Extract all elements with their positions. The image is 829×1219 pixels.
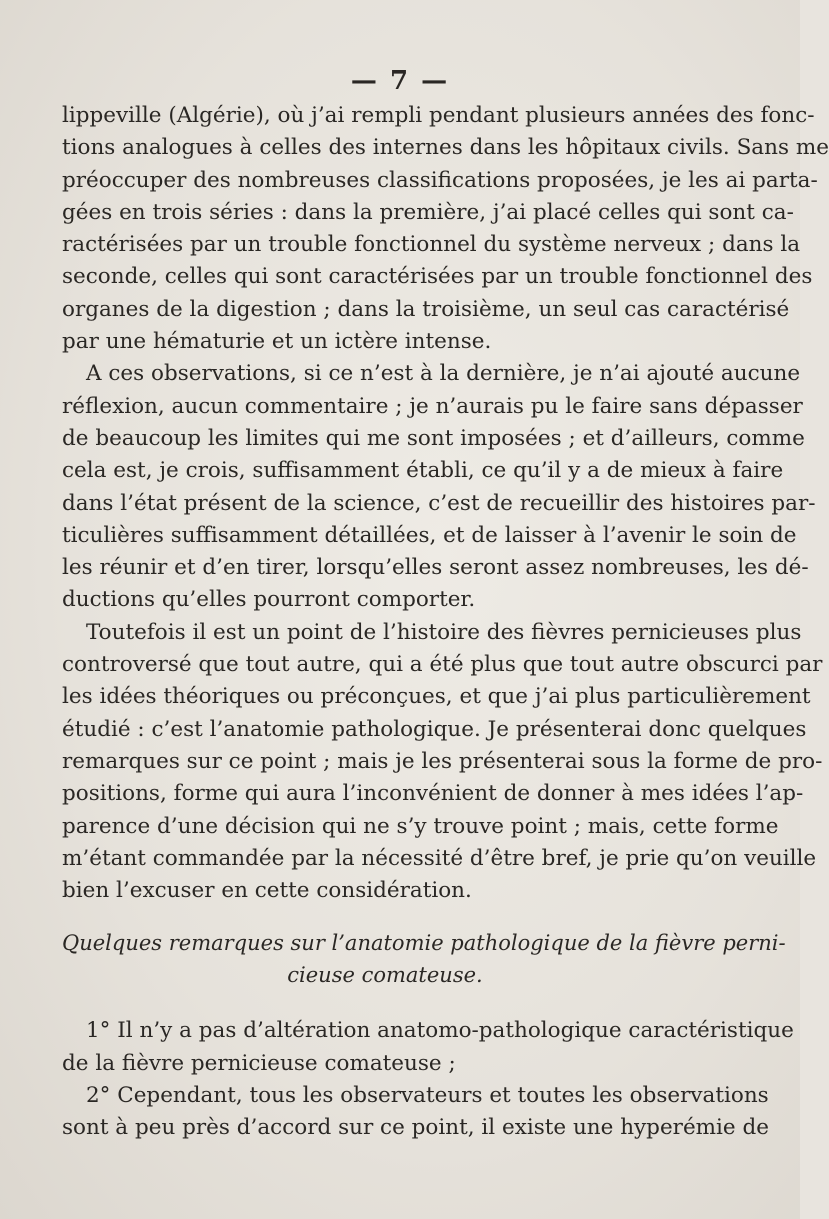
text-line: ticulières suffisamment détaillées, et de laisser à l’avenir le soin de xyxy=(62,522,797,548)
text-line: parence d’une décision qui ne s’y trouve point ; mais, cette forme xyxy=(62,813,779,839)
text-line: A ces observations, si ce n’est à la dernière, je n’ai ajouté aucune xyxy=(86,361,801,387)
text-line: remarques sur ce point ; mais je les présenterai sous la forme de pro- xyxy=(62,748,823,774)
text-line: bien l’excuser en cette considération. xyxy=(62,878,472,904)
section-heading xyxy=(62,927,786,991)
text-line: m’étant commandée par la nécessité d’être bref, je prie qu’on veuille xyxy=(62,845,817,871)
numbered-item-2 xyxy=(62,1080,769,1145)
text-line: gées en trois séries : dans la première, j’ai placé celles qui sont ca- xyxy=(62,199,794,225)
section-heading-line: Quelques remarques sur l’anatomie pathologique de la fièvre perni- xyxy=(62,931,786,956)
text-line: cela est, je crois, suffisamment établi, ce qu’il y a de mieux à faire xyxy=(62,458,784,484)
paragraph-3 xyxy=(62,617,823,908)
text-line: dans l’état présent de la science, c’est de recueillir des histoires par- xyxy=(62,490,816,516)
text-line: ractérisées par un trouble fonctionnel du système nerveux ; dans la xyxy=(62,232,801,258)
text-line: organes de la digestion ; dans la troisième, un seul cas caractérisé xyxy=(62,296,790,322)
text-line: étudié : c’est l’anatomie pathologique. Je présenterai donc quelques xyxy=(62,716,807,742)
text-line: les réunir et d’en tirer, lorsqu’elles seront assez nombreuses, les dé- xyxy=(62,555,809,581)
text-line: lippeville (Algérie), où j’ai rempli pendant plusieurs années des fonc- xyxy=(62,103,815,128)
section-heading-line: cieuse comateuse. xyxy=(287,963,483,988)
text-line: sont à peu près d’accord sur ce point, il existe une hyperémie de xyxy=(62,1115,769,1141)
text-line: controversé que tout autre, qui a été plus que tout autre obscurci par xyxy=(62,652,823,678)
text-line: préoccuper des nombreuses classifications proposées, je les ai parta- xyxy=(62,167,818,193)
text-line: par une hématurie et un ictère intense. xyxy=(62,329,492,355)
text-line: 2° Cependant, tous les observateurs et toutes les observations xyxy=(86,1083,769,1109)
text-line: positions, forme qui aura l’inconvénient de donner à mes idées l’ap- xyxy=(62,781,804,807)
text-body xyxy=(62,100,829,1145)
text-line: tions analogues à celles des internes dans les hôpitaux civils. Sans me xyxy=(62,135,829,161)
text-line: réflexion, aucun commentaire ; je n’aurais pu le faire sans dépasser xyxy=(62,393,803,419)
text-line: de beaucoup les limites qui me sont imposées ; et d’ailleurs, comme xyxy=(62,425,805,451)
paragraph-1 xyxy=(62,100,829,358)
text-line: de la fièvre pernicieuse comateuse ; xyxy=(62,1050,456,1076)
text-line: les idées théoriques ou préconçues, et que j’ai plus particulièrement xyxy=(62,684,811,710)
text-line: ductions qu’elles pourront comporter. xyxy=(62,587,476,613)
text-line: Toutefois il est un point de l’histoire des fièvres pernicieuses plus xyxy=(86,619,802,645)
paragraph-2 xyxy=(62,358,816,616)
text-line: seconde, celles qui sont caractérisées par un trouble fonctionnel des xyxy=(62,264,813,290)
page-number: — 7 — xyxy=(350,66,450,96)
numbered-item-1 xyxy=(62,1015,794,1080)
section-spacer xyxy=(62,1005,708,1015)
text-line: 1° Il n’y a pas d’altération anatomo-pathologique caractéristique xyxy=(86,1018,794,1044)
